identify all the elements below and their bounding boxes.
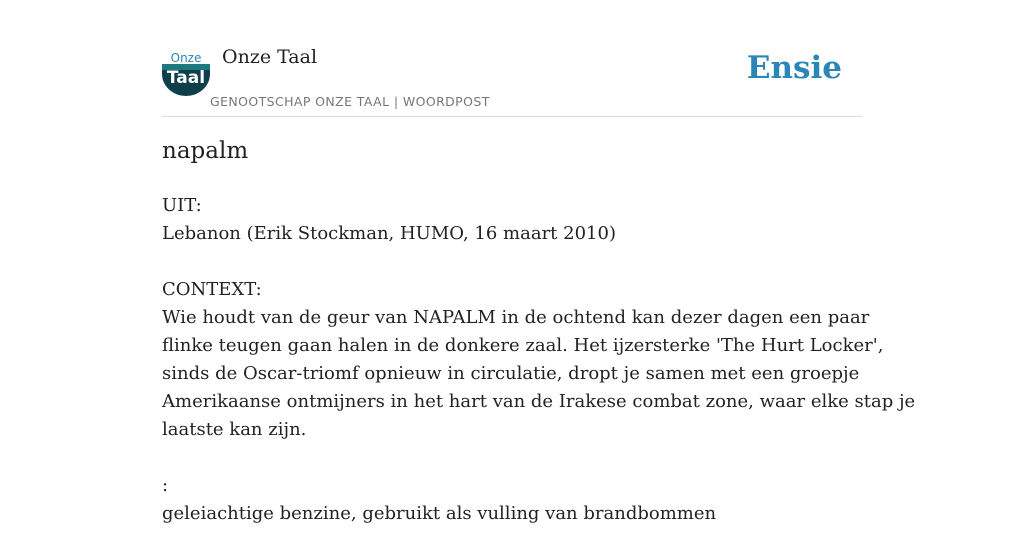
logo-text-top: Onze: [170, 52, 202, 65]
source-label: UIT:: [162, 195, 202, 216]
site-header: [162, 44, 862, 117]
context-section: [162, 276, 916, 444]
context-line: Amerikaanse ontmijners in het hart van de Irakese combat zone, waar elke stap je: [162, 391, 916, 412]
context-line: Wie houdt van de geur van NAPALM in de ochtend kan dezer dagen een paar: [162, 307, 870, 328]
entry-title: napalm: [162, 138, 249, 164]
logo-text-bottom: Taal: [166, 68, 206, 88]
definition-label: :: [162, 475, 169, 496]
ensie-brand-link[interactable]: Ensie: [746, 50, 842, 86]
definition-section: [162, 472, 868, 528]
source-section: [162, 192, 868, 248]
site-tagline: GENOOTSCHAP ONZE TAAL | WOORDPOST: [210, 94, 490, 109]
context-line: sinds de Oscar-triomf opnieuw in circulatie, dropt je samen met een groepje: [162, 363, 860, 384]
context-label: CONTEXT:: [162, 279, 262, 300]
site-name-link[interactable]: Onze Taal: [222, 46, 318, 68]
entry-body: [162, 192, 916, 556]
onze-taal-logo[interactable]: [162, 52, 210, 96]
definition-text: geleiachtige benzine, gebruikt als vulling van brandbommen: [162, 503, 717, 524]
context-line: laatste kan zijn.: [162, 419, 307, 440]
source-text: Lebanon (Erik Stockman, HUMO, 16 maart 2010): [162, 223, 616, 244]
context-line: flinke teugen gaan halen in de donkere zaal. Het ijzersterke 'The Hurt Locker',: [162, 335, 884, 356]
